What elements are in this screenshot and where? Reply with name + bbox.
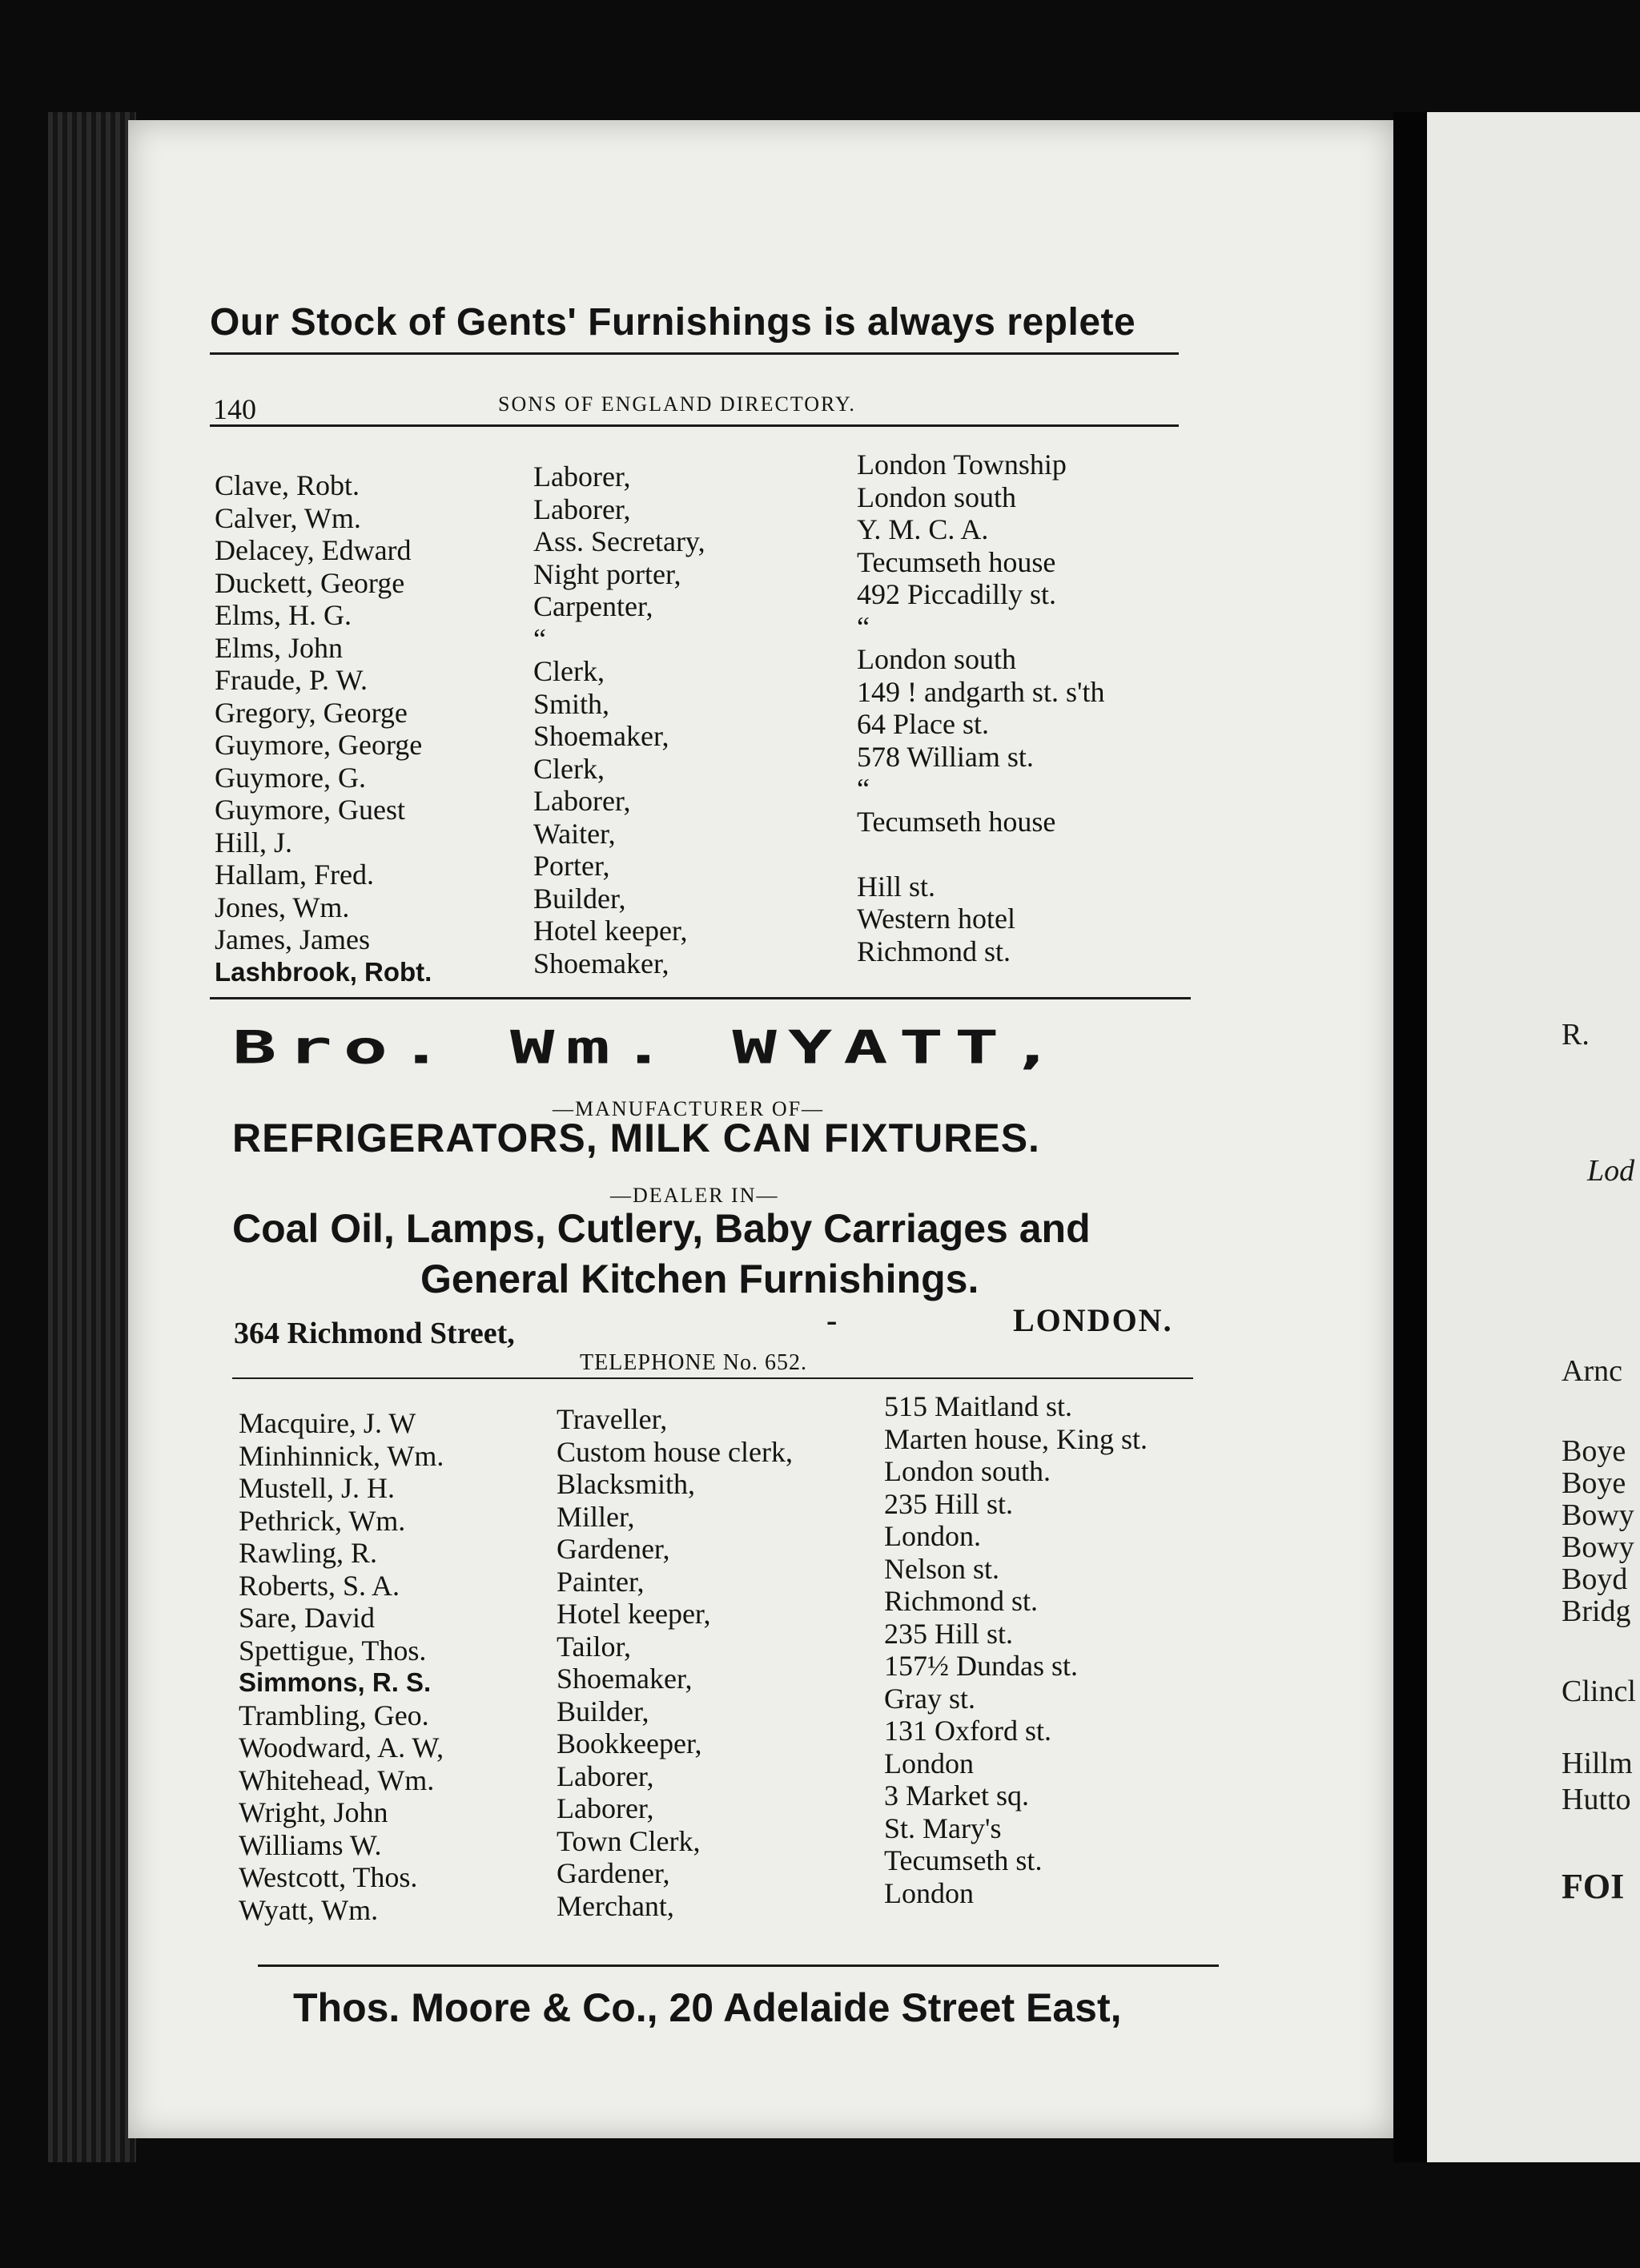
member-address: London south. [884,1455,1051,1487]
member-occupation: Blacksmith, [557,1468,695,1500]
member-name: Sare, David [239,1602,375,1634]
member-occupation: Hotel keeper, [557,1598,711,1630]
member-name: Williams W. [239,1828,382,1861]
member-address: 515 Maitland st. [884,1390,1072,1422]
list1-addresses-column [857,448,1104,967]
top-advert-banner: Our Stock of Gents' Furnishings is always replete [210,301,1136,344]
member-address: London. [884,1520,981,1552]
member-name: Lashbrook, Robt. [215,956,432,987]
member-name: Spettigue, Thos. [239,1634,427,1667]
member-name: Guymore, Guest [215,794,405,826]
member-occupation: Builder, [557,1695,649,1727]
member-name: Pethrick, Wm. [239,1504,406,1537]
member-address: Marten house, King st. [884,1422,1148,1455]
member-occupation: Carpenter, [533,590,653,622]
page-number: 140 [213,393,256,425]
member-occupation: Shoemaker, [557,1663,693,1695]
member-name: Gregory, George [215,696,408,729]
member-occupation: Laborer, [533,785,631,817]
member-occupation: Miller, [557,1500,635,1533]
member-name: Guymore, G. [215,761,366,794]
member-address: Tecumseth st. [884,1844,1043,1876]
member-occupation: Traveller, [557,1403,668,1435]
list1-occupations-column [533,460,705,979]
member-occupation: Builder, [533,882,626,915]
member-name: James, James [215,923,370,955]
member-name: Jones, Wm. [215,891,350,923]
advert-top-rule [210,997,1191,999]
member-occupation: Night porter, [533,557,681,590]
member-occupation: Laborer, [557,1759,654,1792]
facing-page-fragment: Arnc [1562,1354,1622,1388]
member-occupation: Shoemaker, [533,720,669,752]
member-address: “ [857,610,870,643]
member-name: Elms, John [215,631,344,664]
facing-page-fragment: FOI [1562,1867,1625,1906]
dealer-label: —DEALER IN— [610,1184,779,1207]
member-address: Tecumseth house [857,545,1056,578]
advert-separator: - [826,1302,838,1338]
running-head: SONS OF ENGLAND DIRECTORY. [498,392,856,416]
member-address: Richmond st. [857,935,1011,967]
facing-page-fragment: Hillm [1562,1747,1633,1780]
member-occupation: Town Clerk, [557,1824,701,1857]
member-occupation: Laborer, [533,493,631,525]
member-name: Woodward, A. W, [239,1731,444,1763]
advert-city: LONDON. [1013,1302,1173,1338]
member-name: Roberts, S. A. [239,1569,400,1602]
banner-rule [210,352,1179,355]
member-occupation: “ [533,622,546,655]
member-occupation: Laborer, [533,460,631,493]
member-name: Wright, John [239,1796,388,1828]
member-name: Wyatt, Wm. [239,1893,379,1926]
member-address: London [884,1876,974,1909]
facing-page-fragment: Clincl [1562,1675,1636,1708]
list2-occupations-column [557,1403,793,1922]
member-address: Richmond st. [884,1585,1039,1617]
member-address: 131 Oxford st. [884,1715,1051,1747]
member-address: 492 Piccadilly st. [857,578,1056,610]
member-occupation: Tailor, [557,1630,632,1663]
member-address: 578 William st. [857,740,1034,773]
facing-page-fragment: Bowy [1562,1498,1634,1532]
list2-addresses-column [884,1390,1148,1909]
member-address: St. Mary's [884,1812,1002,1844]
member-name: Westcott, Thos. [239,1861,418,1893]
member-address: London south [857,643,1017,675]
member-occupation: Waiter, [533,817,616,850]
member-name: Calver, Wm. [215,501,361,534]
book-edge [48,112,136,2162]
member-name: Hill, J. [215,826,293,859]
facing-page-fragment: Boye [1562,1466,1626,1500]
member-name: Trambling, Geo. [239,1699,429,1731]
advert-products: REFRIGERATORS, MILK CAN FIXTURES. [232,1116,1040,1160]
member-name: Simmons, R. S. [239,1667,432,1697]
member-occupation: Ass. Secretary, [533,525,705,557]
member-name: Elms, H. G. [215,599,352,631]
member-address: Y. M. C. A. [857,513,989,545]
member-name: Duckett, George [215,566,405,599]
member-occupation: Hotel keeper, [533,915,688,947]
member-name: Macquire, J. W [239,1407,416,1439]
member-address: 235 Hill st. [884,1487,1014,1520]
member-name: Guymore, George [215,729,423,761]
member-occupation: Gardener, [557,1533,670,1565]
member-name: Rawling, R. [239,1537,378,1569]
member-name: Delacey, Edward [215,534,412,566]
member-address: Nelson st. [884,1552,999,1585]
member-occupation: Gardener, [557,1857,670,1889]
member-name: Clave, Robt. [215,469,360,501]
member-address: 157½ Dundas st. [884,1650,1078,1682]
member-address: London [884,1747,974,1779]
facing-page-fragment: Bridg [1562,1594,1631,1628]
facing-page-fragment: Boye [1562,1434,1626,1468]
header-rule [210,424,1179,427]
member-occupation: Custom house clerk, [557,1435,793,1468]
book-gutter [1393,112,1427,2162]
member-name: Whitehead, Wm. [239,1763,435,1796]
facing-page-fragment: Hutto [1562,1783,1631,1816]
member-address: 149 ! andgarth st. s'th [857,675,1105,708]
advert-name: Bro. Wm. WYATT, [232,1021,1066,1075]
list1-names-column [215,469,432,988]
facing-page-edge [1427,112,1640,2162]
facing-page-fragment: Lod [1587,1154,1635,1188]
member-occupation: Painter, [557,1565,645,1598]
member-occupation: Laborer, [557,1792,654,1824]
member-occupation: Merchant, [557,1889,674,1922]
member-name: Minhinnick, Wm. [239,1439,444,1472]
member-occupation: Bookkeeper, [557,1727,702,1759]
member-address: London Township [857,448,1067,481]
member-address: “ [857,773,870,805]
bottom-advert-banner: Thos. Moore & Co., 20 Adelaide Street East, [293,1985,1122,2030]
footer-rule [258,1964,1219,1967]
member-address: Western hotel [857,903,1016,935]
member-address: Gray st. [884,1682,975,1715]
advert-bottom-rule [232,1377,1193,1379]
member-name: Mustell, J. H. [239,1472,396,1504]
member-address: Tecumseth house [857,805,1056,838]
advert-address: 364 Richmond Street, [234,1317,515,1350]
advert-goods-line2: General Kitchen Furnishings. [420,1257,979,1301]
member-occupation: Clerk, [533,752,605,785]
member-name: Hallam, Fred. [215,859,374,891]
member-address: Hill st. [857,870,936,903]
list2-names-column [239,1407,444,1926]
member-occupation: Smith, [533,687,610,720]
facing-page-fragment: Bowy [1562,1530,1634,1564]
member-occupation: Clerk, [533,655,605,687]
advert-goods-line1: Coal Oil, Lamps, Cutlery, Baby Carriages and [232,1206,1091,1251]
member-name: Fraude, P. W. [215,664,368,696]
member-occupation: Shoemaker, [533,947,669,979]
member-address: London south [857,481,1017,513]
member-address: 235 Hill st. [884,1617,1014,1650]
member-address: 64 Place st. [857,708,989,740]
manufacturer-label: —MANUFACTURER OF— [553,1097,825,1120]
facing-page-fragment: R. [1562,1018,1590,1052]
member-address: 3 Market sq. [884,1779,1029,1812]
member-address [857,838,1104,871]
advert-telephone: TELEPHONE No. 652. [580,1350,807,1375]
facing-page-fragment: Boyd [1562,1562,1628,1596]
member-occupation: Porter, [533,850,610,882]
